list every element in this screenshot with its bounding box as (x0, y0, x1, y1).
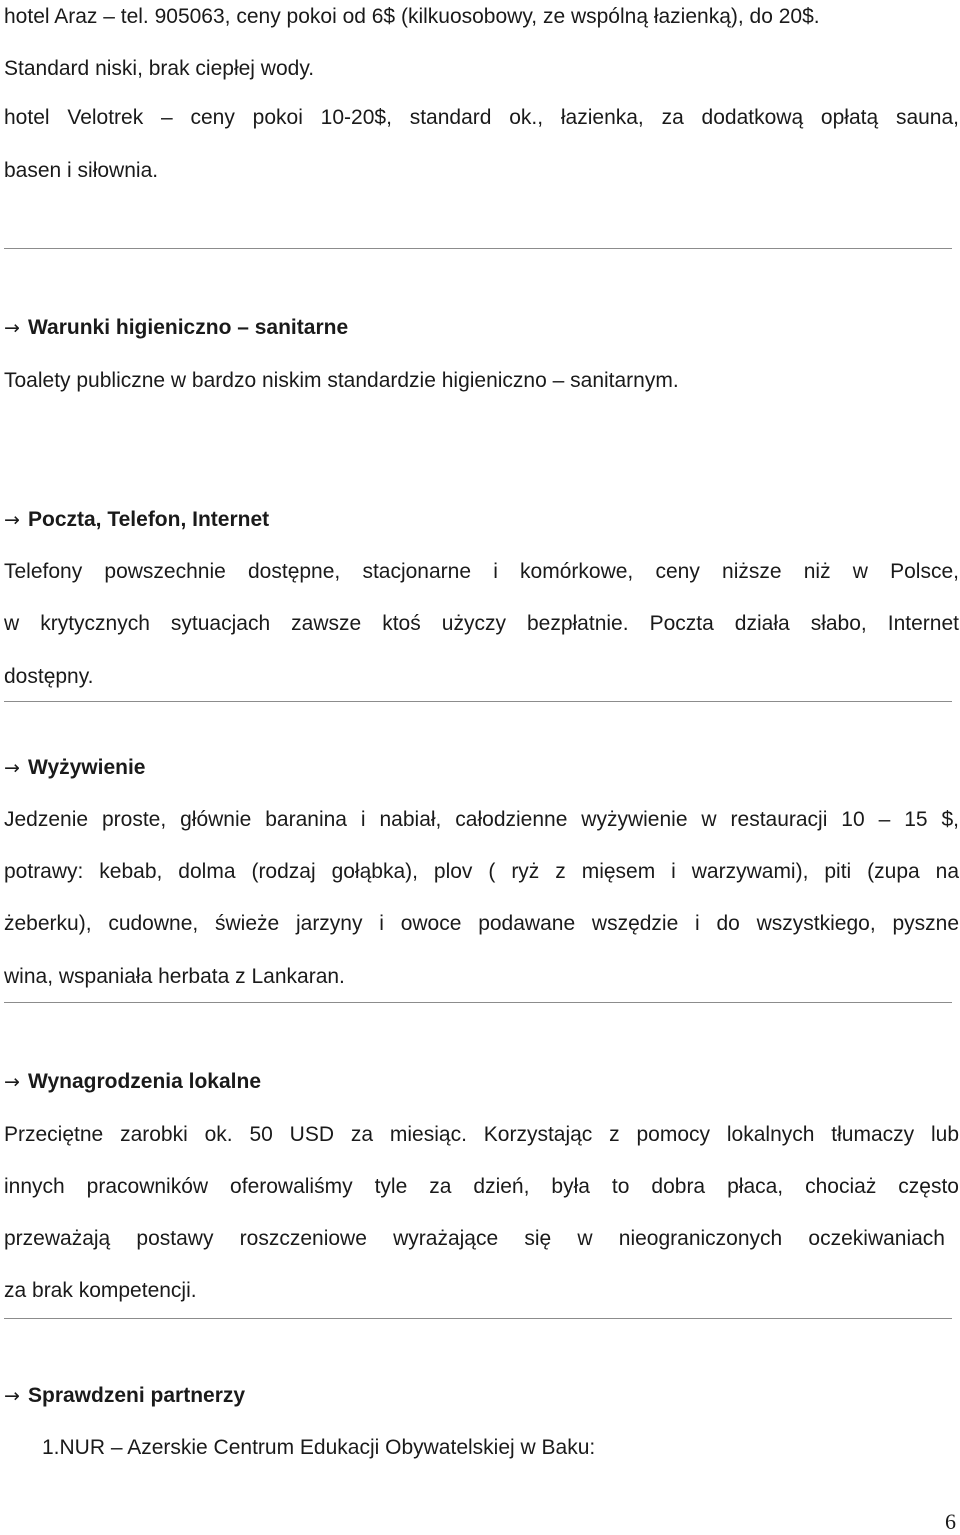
heading-text: Sprawdzeni partnerzy (28, 1384, 246, 1407)
arrow-right-icon: → (4, 1385, 20, 1407)
hotel-araz-standard-line: Standard niski, brak ciepłej wody. (4, 57, 315, 80)
arrow-right-icon: → (4, 317, 20, 339)
food-text-line: żeberku), cudowne, świeże jarzyny i owoce podawane wszędzie i do wszystkiego, pyszne (4, 912, 959, 935)
page-number: 6 (945, 1509, 956, 1534)
arrow-right-icon: → (4, 1071, 20, 1093)
arrow-right-icon: → (4, 757, 20, 779)
section-divider (4, 248, 952, 249)
hygiene-text: Toalety publiczne w bardzo niskim standardzie higieniczno – sanitarnym. (4, 369, 679, 392)
hotel-velotrek-line: hotel Velotrek – ceny pokoi 10-20$, standard ok., łazienka, za dodatkową opłatą sauna, (4, 106, 959, 129)
food-text-line: potrawy: kebab, dolma (rodzaj gołąbka), plov ( ryż z mięsem i warzywami), piti (zupa na (4, 860, 959, 883)
hotel-araz-line: hotel Araz – tel. 905063, ceny pokoi od 6$ (kilkuosobowy, ze wspólną łazienką), do 20$. (4, 5, 820, 28)
communication-text-line: Telefony powszechnie dostępne, stacjonarne i komórkowe, ceny niższe niż w Polsce, (4, 560, 959, 583)
arrow-right-icon: → (4, 509, 20, 531)
section-heading-wages (4, 1069, 261, 1095)
section-heading-partners (4, 1383, 245, 1409)
section-divider (4, 1002, 952, 1003)
wages-text-line: Przeciętne zarobki ok. 50 USD za miesiąc. Korzystając z pomocy lokalnych tłumaczy lub (4, 1123, 959, 1146)
heading-text: Wynagrodzenia lokalne (28, 1070, 261, 1093)
food-text-line: wina, wspaniała herbata z Lankaran. (4, 965, 345, 988)
communication-text-line: dostępny. (4, 665, 94, 688)
partner-list-item: 1.NUR – Azerskie Centrum Edukacji Obywatelskiej w Baku: (42, 1436, 596, 1459)
heading-text: Wyżywienie (28, 756, 146, 779)
section-divider (4, 701, 952, 702)
section-heading-communication (4, 507, 269, 533)
heading-text: Poczta, Telefon, Internet (28, 508, 270, 531)
hotel-velotrek-amenities-line: basen i siłownia. (4, 159, 159, 182)
wages-text-line: innych pracowników oferowaliśmy tyle za dzień, była to dobra płaca, chociaż często (4, 1175, 959, 1198)
section-heading-hygiene (4, 315, 348, 341)
heading-text: Warunki higieniczno – sanitarne (28, 316, 349, 339)
section-divider (4, 1318, 952, 1319)
food-text-line: Jedzenie proste, głównie baranina i nabiał, całodzienne wyżywienie w restauracji 10 – 15 $, (4, 808, 959, 831)
wages-text-line: przeważają postawy roszczeniowe wyrażające się w nieograniczonych oczekiwaniach (4, 1227, 945, 1250)
wages-text-line: za brak kompetencji. (4, 1279, 197, 1302)
communication-text-line: w krytycznych sytuacjach zawsze ktoś użyczy bezpłatnie. Poczta działa słabo, Internet (4, 612, 959, 635)
section-heading-food (4, 755, 146, 781)
